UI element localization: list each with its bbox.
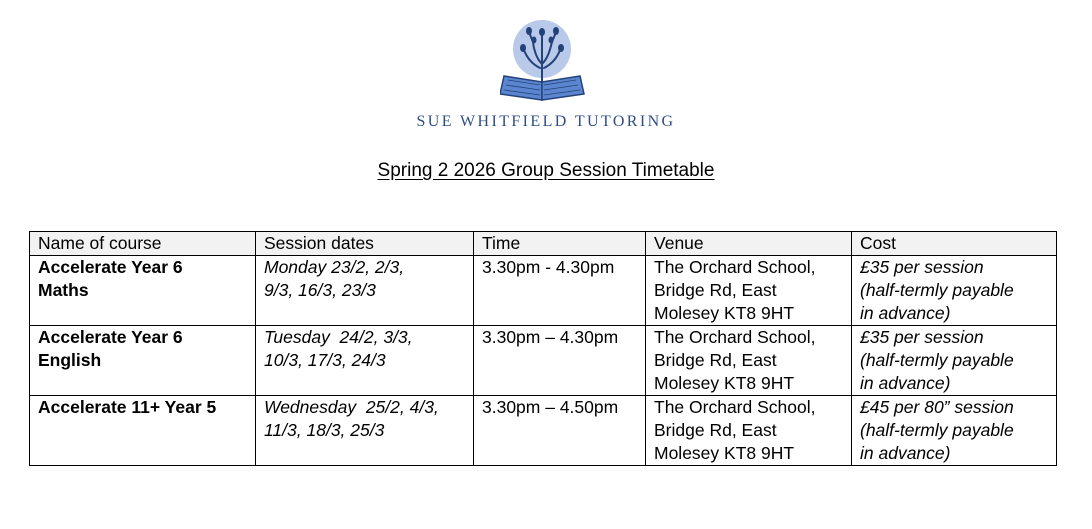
cell-line: Maths bbox=[38, 280, 89, 300]
cell-line: Bridge Rd, East bbox=[654, 350, 777, 370]
cell-line: (half-termly payable bbox=[860, 350, 1014, 370]
cell-line: Wednesday 25/2, 4/3, bbox=[264, 397, 439, 417]
course-name-cell bbox=[30, 326, 256, 396]
cell-line: English bbox=[38, 350, 102, 370]
column-header-venue: Venue bbox=[646, 232, 852, 256]
cell-line: (half-termly payable bbox=[860, 280, 1014, 300]
venue-cell bbox=[646, 396, 852, 466]
cell-line: Accelerate Year 6 bbox=[38, 327, 183, 347]
time-cell bbox=[474, 396, 646, 466]
column-header-cost: Cost bbox=[852, 232, 1057, 256]
table-row bbox=[30, 326, 1057, 396]
cell-line: (half-termly payable bbox=[860, 420, 1014, 440]
cell-line: in advance) bbox=[860, 443, 951, 463]
session-dates-cell bbox=[256, 396, 474, 466]
timetable-title: Spring 2 2026 Group Session Timetable bbox=[377, 160, 715, 181]
cell-line: Bridge Rd, East bbox=[654, 420, 777, 440]
cell-line: 3.30pm – 4.50pm bbox=[482, 397, 619, 417]
cell-line: Accelerate 11+ Year 5 bbox=[38, 397, 217, 417]
cell-line: Tuesday 24/2, 3/3, bbox=[264, 327, 413, 347]
cell-line: Bridge Rd, East bbox=[654, 280, 777, 300]
cell-line: The Orchard School, bbox=[654, 257, 816, 277]
table-row bbox=[30, 256, 1057, 326]
timetable-table bbox=[29, 231, 1057, 466]
column-header-course: Name of course bbox=[30, 232, 256, 256]
cell-line: £45 per 80” session bbox=[860, 397, 1014, 417]
cost-cell bbox=[852, 396, 1057, 466]
column-header-dates: Session dates bbox=[256, 232, 474, 256]
cell-line: Accelerate Year 6 bbox=[38, 257, 183, 277]
session-dates-cell bbox=[256, 256, 474, 326]
time-cell bbox=[474, 256, 646, 326]
cell-line: in advance) bbox=[860, 373, 951, 393]
course-name-cell bbox=[30, 396, 256, 466]
cell-line: 9/3, 16/3, 23/3 bbox=[264, 280, 376, 300]
tree-book-logo bbox=[500, 20, 590, 102]
cell-line: £35 per session bbox=[860, 327, 984, 347]
brand-name: SUE WHITFIELD TUTORING bbox=[416, 113, 676, 130]
cell-line: The Orchard School, bbox=[654, 327, 816, 347]
cell-line: 10/3, 17/3, 24/3 bbox=[264, 350, 386, 370]
cell-line: 3.30pm - 4.30pm bbox=[482, 257, 615, 277]
header-row bbox=[30, 232, 1057, 256]
column-header-time: Time bbox=[474, 232, 646, 256]
cell-line: 11/3, 18/3, 25/3 bbox=[264, 420, 385, 440]
cell-line: £35 per session bbox=[860, 257, 984, 277]
venue-cell bbox=[646, 326, 852, 396]
cost-cell bbox=[852, 256, 1057, 326]
cell-line: The Orchard School, bbox=[654, 397, 816, 417]
cell-line: Monday 23/2, 2/3, bbox=[264, 257, 405, 277]
cell-line: Molesey KT8 9HT bbox=[654, 373, 795, 393]
cell-line: 3.30pm – 4.30pm bbox=[482, 327, 619, 347]
cell-line: Molesey KT8 9HT bbox=[654, 303, 795, 323]
cell-line: in advance) bbox=[860, 303, 951, 323]
session-dates-cell bbox=[256, 326, 474, 396]
venue-cell bbox=[646, 256, 852, 326]
cost-cell bbox=[852, 326, 1057, 396]
course-name-cell bbox=[30, 256, 256, 326]
table-row bbox=[30, 396, 1057, 466]
cell-line: Molesey KT8 9HT bbox=[654, 443, 795, 463]
time-cell bbox=[474, 326, 646, 396]
